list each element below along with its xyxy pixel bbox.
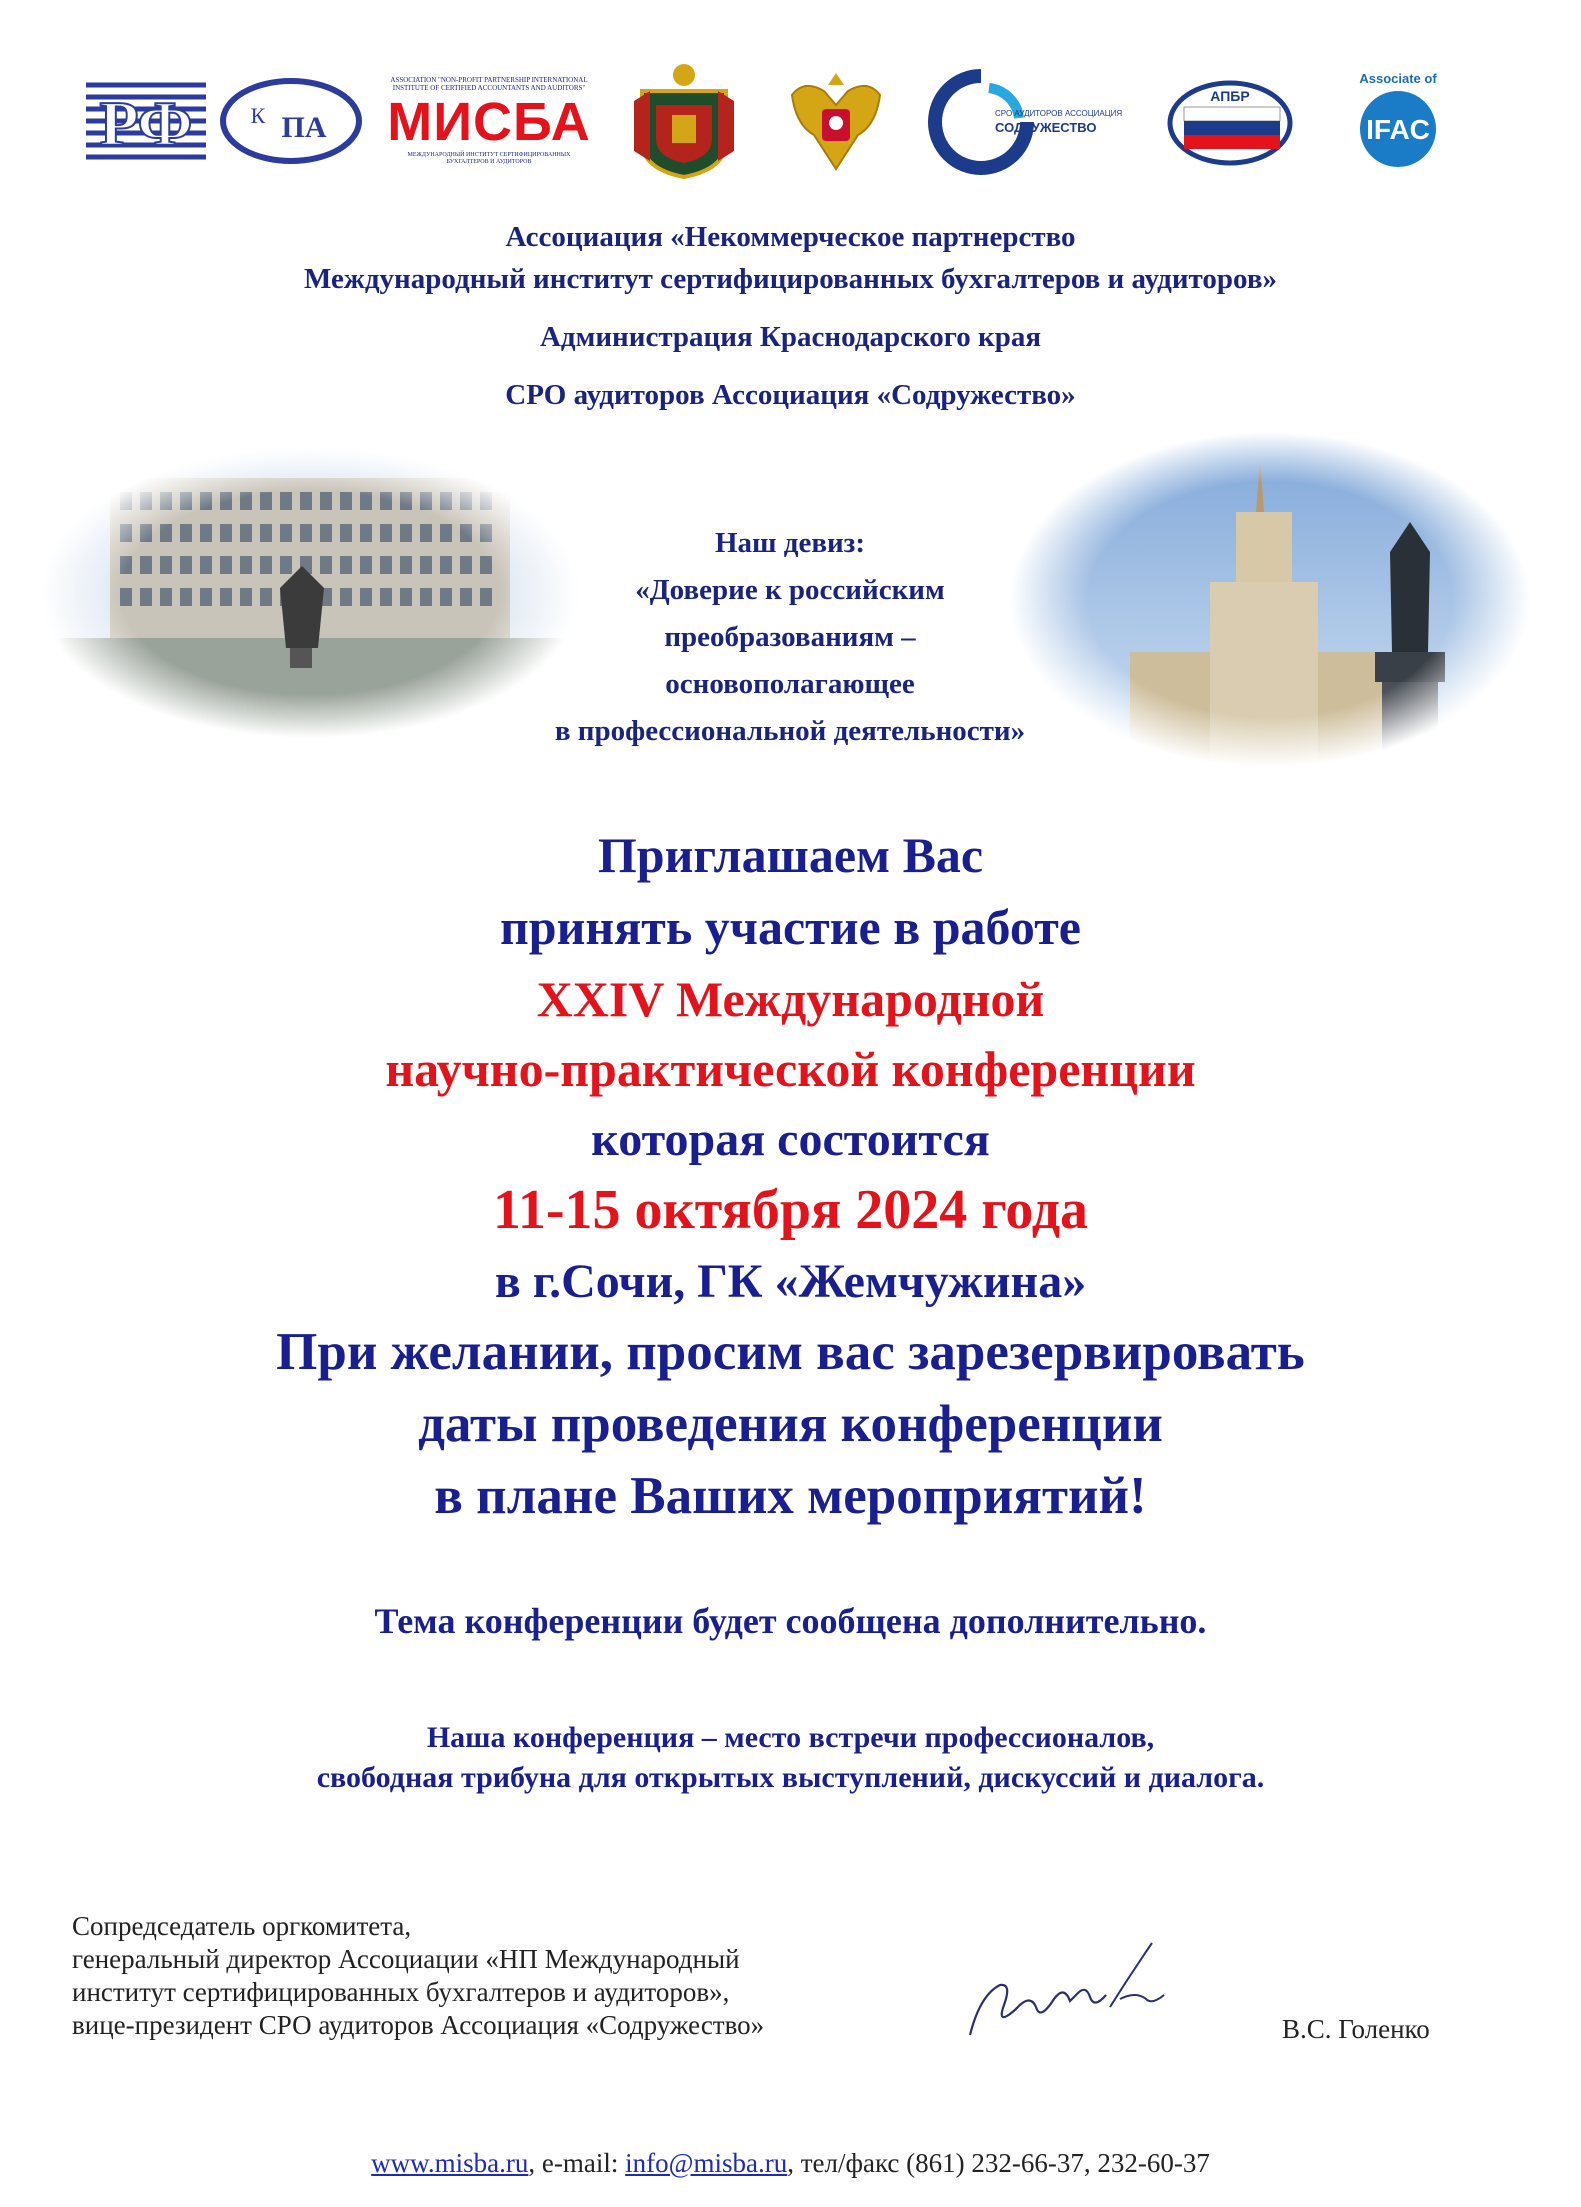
invite-line-8: При желании, просим вас зарезервировать	[276, 1323, 1305, 1381]
misba-logo-text: МИСБА	[387, 91, 591, 152]
conference-dates: 11-15 октября 2024 года	[492, 1179, 1089, 1241]
organizer-line-4: СРО аудиторов Ассоциация «Содружество»	[505, 379, 1076, 411]
signature-image	[960, 1935, 1200, 2055]
invite-line-10: в плане Ваших мероприятий!	[434, 1467, 1147, 1525]
sodruzhestvo-line1: СРО АУДИТОРОВ АССОЦИАЦИЯ	[995, 108, 1123, 118]
tagline	[0, 1718, 1581, 1798]
contact-footer	[0, 2148, 1581, 2179]
ifac-line1: Associate of	[1359, 70, 1437, 86]
misba-logo-bottom: МЕЖДУНАРОДНЫЙ ИНСТИТУТ СЕРТИФИЦИРОВАННЫХ БУХГАЛТЕРОВ И АУДИТОРОВ	[407, 151, 571, 165]
invite-line-4: научно-практической конференции	[385, 1041, 1196, 1097]
invite-line-3: XXIV Международной	[536, 971, 1045, 1027]
email-label: , e-mail:	[528, 2148, 626, 2178]
website-link[interactable]: www.misba.ru	[371, 2148, 529, 2178]
motto	[480, 520, 1100, 755]
theme-note: Тема конференции будет сообщена дополнительно.	[374, 1601, 1207, 1641]
ipa-logo	[218, 58, 364, 183]
misba-logo-top: ASSOCIATION "NON-PROFIT PARTNERSHIP INTERNATIONAL INSTITUTE OF CERTIFIED ACCOUNTANTS AND AUDITORS"	[390, 75, 588, 92]
organizer-line-3: Администрация Краснодарского края	[539, 321, 1042, 353]
signatory-line-2: генеральный директор Ассоциации «НП Международный	[72, 1944, 740, 1974]
motto-line-3: преобразованиям –	[664, 621, 916, 653]
invite-line-9: даты проведения конференции	[418, 1395, 1163, 1453]
rfb-logo	[84, 58, 208, 183]
logo-row	[84, 58, 1454, 183]
ifac-logo	[1346, 58, 1450, 183]
tagline-line-2: свободная трибуна для открытых выступлений, дискуссий и диалога.	[316, 1761, 1265, 1794]
signatory-line-4: вице-президент СРО аудиторов Ассоциация «Содружество»	[72, 2010, 765, 2040]
organizer-line-2: Международный институт сертифицированных бухгалтеров и аудиторов»	[303, 263, 1277, 295]
phone-text: , тел/факс (861) 232-66-37, 232-60-37	[787, 2148, 1210, 2178]
ipa-logo-small: К	[250, 102, 266, 128]
signatory-line-3: институт сертифицированных бухгалтеров и аудиторов»,	[72, 1977, 730, 2007]
signatory-name: В.С. Голенко	[1282, 2014, 1430, 2044]
invite-line-1: Приглашаем Вас	[597, 827, 984, 883]
motto-line-2: «Доверие к российским	[635, 574, 945, 606]
organizer-line-1: Ассоциация «Некоммерческое партнерство	[505, 221, 1076, 253]
aipbr-logo	[1164, 58, 1304, 183]
invite-line-2: принять участие в работе	[500, 899, 1081, 955]
signatory-block	[72, 1910, 764, 2042]
russia-coat-of-arms	[784, 58, 888, 183]
signatory-line-1: Сопредседатель оргкомитета,	[72, 1911, 412, 1941]
email-link[interactable]: info@misba.ru	[625, 2148, 788, 2178]
motto-line-1: Наш девиз:	[714, 527, 865, 559]
invite-line-5: которая состоится	[591, 1113, 990, 1166]
sodruzhestvo-logo	[929, 58, 1123, 183]
krasnodar-coat-of-arms	[629, 58, 739, 183]
ipa-logo-text: ПА	[281, 110, 327, 144]
ifac-line2: IFAC	[1366, 113, 1430, 145]
aipbr-logo-text: АПБР	[1210, 87, 1250, 104]
sodruzhestvo-line2: СОДРУЖЕСТВО	[995, 119, 1097, 135]
tagline-line-1: Наша конференция – место встречи профессионалов,	[426, 1721, 1155, 1754]
misba-logo	[389, 58, 589, 183]
rfb-logo-text: РФ	[99, 87, 193, 159]
motto-line-5: в профессиональной деятельности»	[554, 715, 1026, 747]
conference-venue: в г.Сочи, ГК «Жемчужина»	[494, 1255, 1087, 1308]
motto-line-4: основополагающее	[665, 668, 915, 700]
